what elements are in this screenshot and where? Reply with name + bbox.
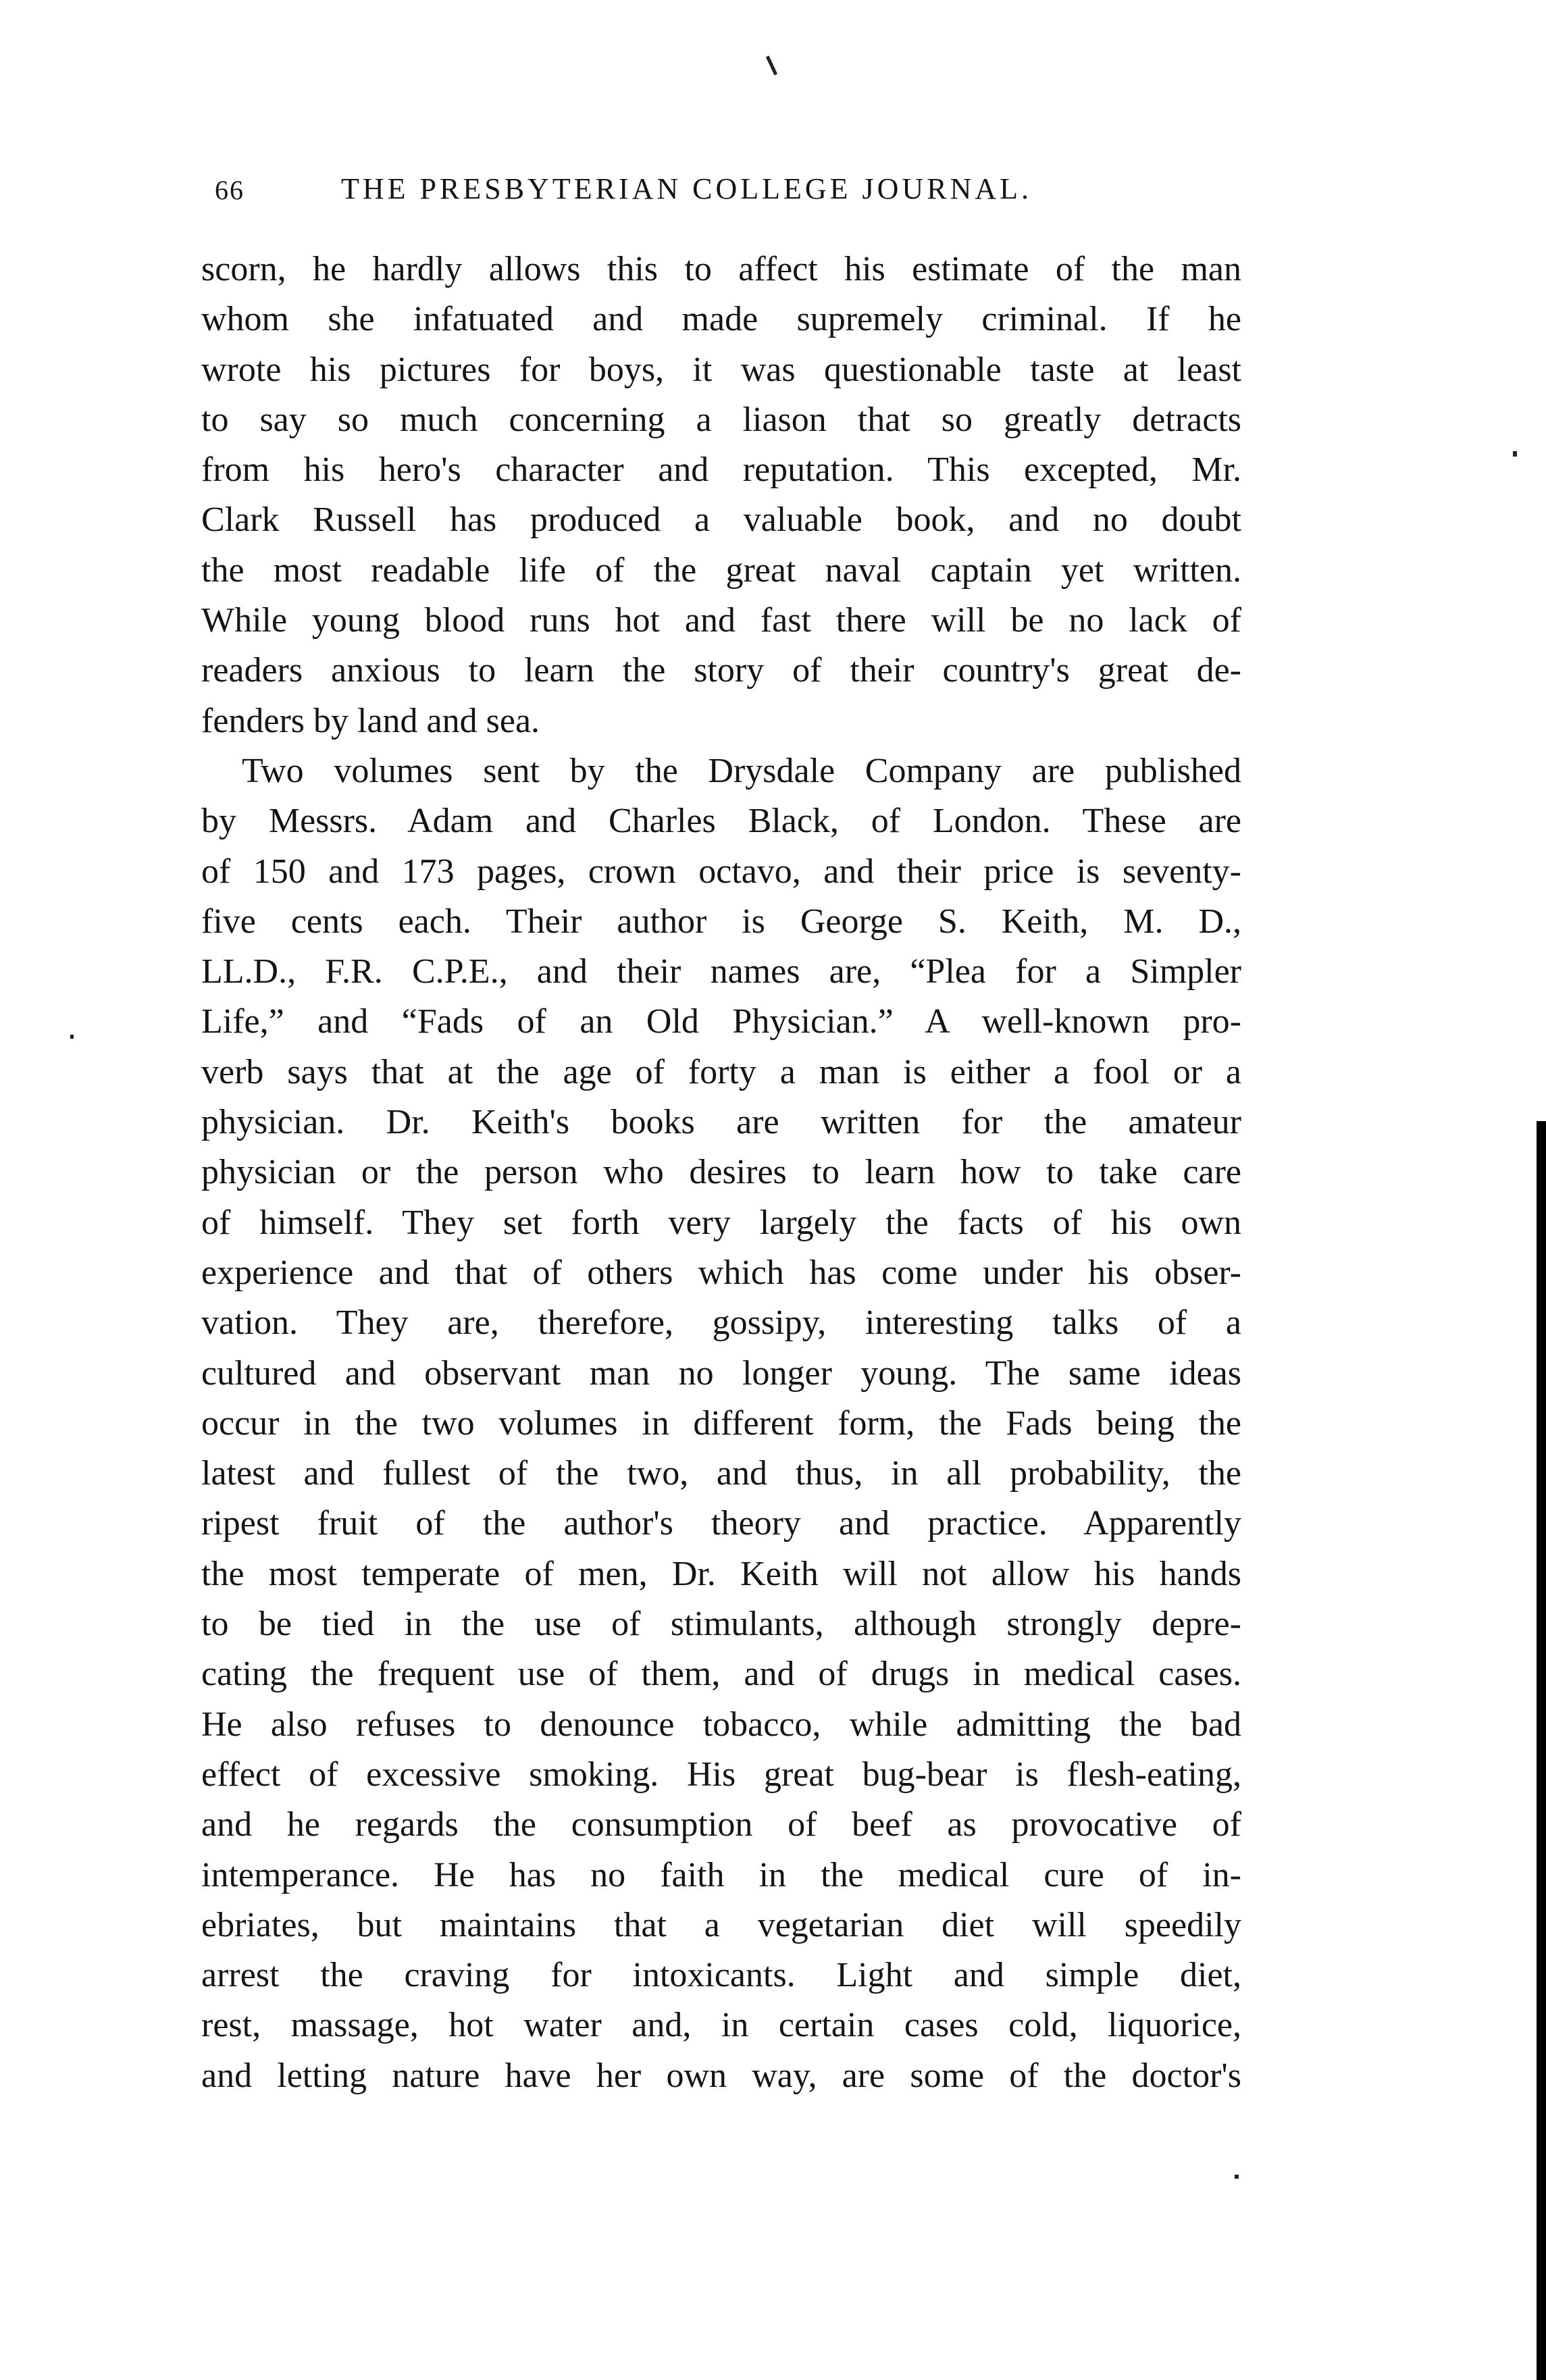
- text-line: intemperance. He has no faith in the medical cure of in-: [201, 1855, 1241, 1894]
- text-line: the most temperate of men, Dr. Keith will not allow his hands: [201, 1554, 1241, 1593]
- text-line: experience and that of others which has come under his obser-: [201, 1253, 1241, 1292]
- text-line: scorn, he hardly allows this to affect his estimate of the man: [201, 250, 1241, 288]
- text-line: five cents each. Their author is George S. Keith, M. D.,: [201, 902, 1241, 941]
- text-line: by Messrs. Adam and Charles Black, of London. These are: [201, 802, 1241, 841]
- text-line: of 150 and 173 pages, crown octavo, and their price is seventy-: [201, 852, 1241, 891]
- text-line: verb says that at the age of forty a man is either a fool or a: [201, 1052, 1241, 1091]
- text-line: ripest fruit of the author's theory and practice. Apparently: [201, 1504, 1241, 1543]
- article-body: [201, 244, 1241, 2101]
- text-line: effect of excessive smoking. His great bug-bear is flesh-eating,: [201, 1755, 1241, 1794]
- scan-speck: [1513, 451, 1517, 457]
- text-line: Life,” and “Fads of an Old Physician.” A well-known pro-: [201, 1002, 1241, 1041]
- text-line: to say so much concerning a liason that so greatly detracts: [201, 400, 1241, 439]
- running-title: THE PRESBYTERIAN COLLEGE JOURNAL.: [341, 172, 1032, 205]
- text-line: readers anxious to learn the story of their country's great de-: [201, 651, 1241, 690]
- paragraph-2: [201, 746, 1241, 2101]
- scan-speck: [1235, 2175, 1239, 2179]
- text-line: the most readable life of the great naval captain yet written.: [201, 550, 1241, 590]
- text-line: ebriates, but maintains that a vegetarian diet will speedily: [201, 1905, 1241, 1944]
- text-line: cating the frequent use of them, and of drugs in medical cases.: [201, 1655, 1241, 1694]
- text-line: physician or the person who desires to learn how to take care: [201, 1153, 1241, 1192]
- text-line: of himself. They set forth very largely the facts of his own: [201, 1203, 1241, 1242]
- text-line: LL.D., F.R. C.P.E., and their names are, “Plea for a Simpler: [201, 952, 1241, 991]
- text-line: arrest the craving for intoxicants. Light and simple diet,: [201, 1956, 1241, 1995]
- scan-speck: [70, 1035, 74, 1039]
- text-line: Clark Russell has produced a valuable book, and no doubt: [201, 500, 1241, 540]
- text-line: Two volumes sent by the Drysdale Company are published: [242, 751, 1241, 790]
- paragraph-1: [201, 244, 1241, 746]
- text-line: wrote his pictures for boys, it was questionable taste at least: [201, 350, 1241, 389]
- text-line: He also refuses to denounce tobacco, while admitting the bad: [201, 1705, 1241, 1744]
- text-line: physician. Dr. Keith's books are written for the amateur: [201, 1103, 1241, 1142]
- text-line: vation. They are, therefore, gossipy, interesting talks of a: [201, 1303, 1241, 1343]
- text-line: and he regards the consumption of beef as provocative of: [201, 1805, 1241, 1844]
- page-number: 66: [215, 175, 244, 205]
- text-line: rest, massage, hot water and, in certain cases cold, liquorice,: [201, 2006, 1241, 2045]
- scan-speck: [766, 55, 777, 75]
- text-line: and letting nature have her own way, are some of the doctor's: [201, 2056, 1241, 2095]
- text-line: occur in the two volumes in different form, the Fads being the: [201, 1403, 1241, 1443]
- text-line: cultured and observant man no longer young. The same ideas: [201, 1353, 1241, 1393]
- text-line: fenders by land and sea.: [201, 701, 540, 740]
- text-line: latest and fullest of the two, and thus, in all probability, the: [201, 1454, 1241, 1493]
- text-line: from his hero's character and reputation. This excepted, Mr.: [201, 450, 1241, 490]
- scan-edge-shadow: [1537, 1121, 1546, 2380]
- text-line: While young blood runs hot and fast there will be no lack of: [201, 601, 1241, 640]
- text-line: to be tied in the use of stimulants, although strongly depre-: [201, 1605, 1241, 1644]
- text-line: whom she infatuated and made supremely criminal. If he: [201, 300, 1241, 339]
